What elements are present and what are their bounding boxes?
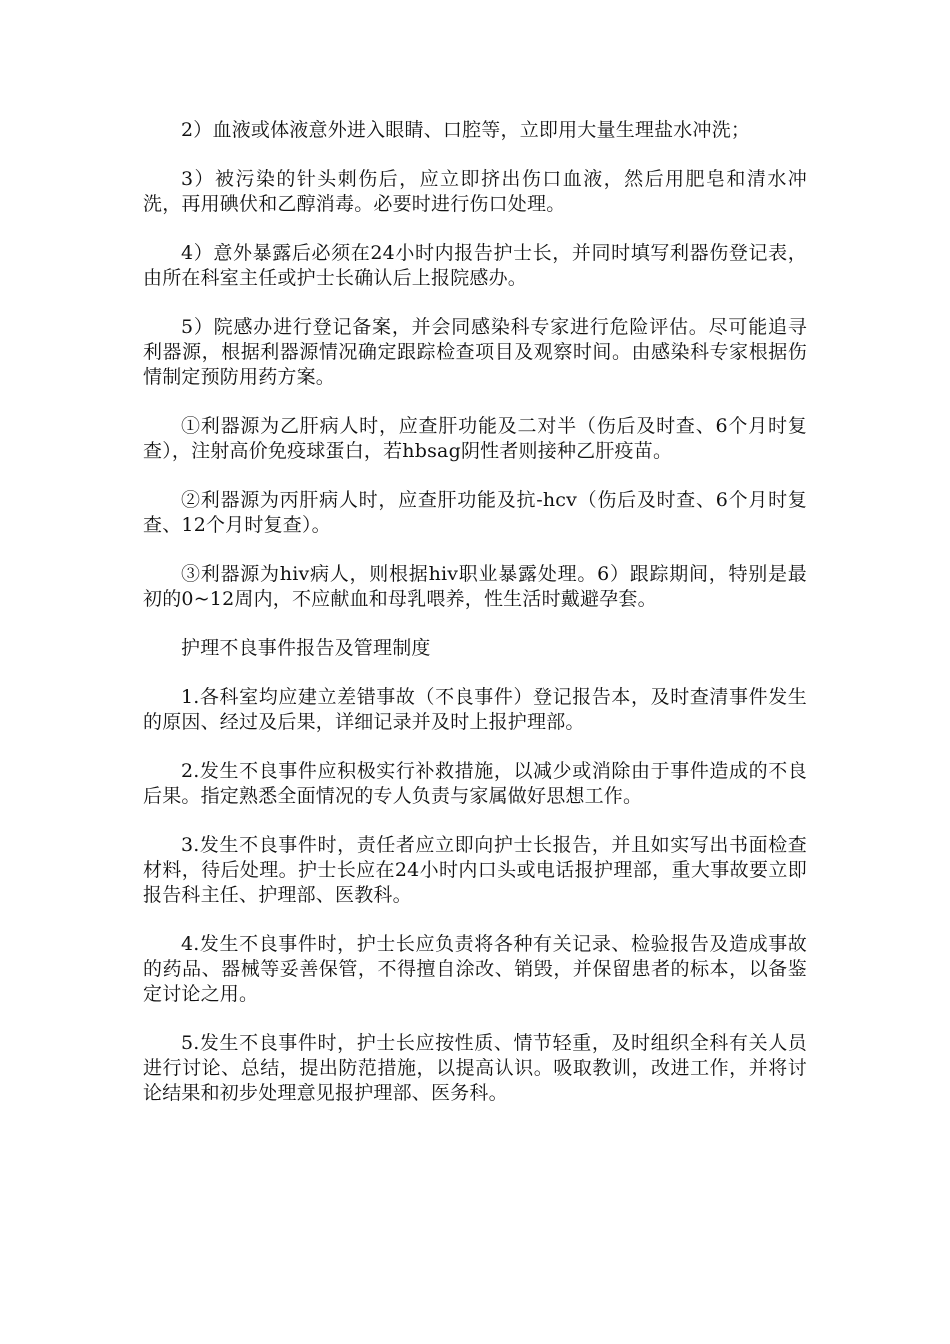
section-item-5: 5.发生不良事件时，护士长应按性质、情节轻重，及时组织全科有关人员进行讨论、总结，提出防范措施，以提高认识。吸取教训，改进工作，并将讨论结果和初步处理意见报护理部、医务科。 bbox=[143, 1032, 807, 1104]
section-item-1: 1.各科室均应建立差错事故（不良事件）登记报告本，及时查清事件发生的原因、经过及后果，详细记录并及时上报护理部。 bbox=[143, 686, 807, 733]
paragraph-hiv-source: ③利器源为hiv病人，则根据hiv职业暴露处理。6）跟踪期间，特别是最初的0~12周内，不应献血和母乳喂养，性生活时戴避孕套。 bbox=[143, 563, 807, 610]
paragraph-report-24h: 4）意外暴露后必须在24小时内报告护士长，并同时填写利器伤登记表，由所在科室主任或护士长确认后上报院感办。 bbox=[143, 242, 807, 289]
section-title: 护理不良事件报告及管理制度 bbox=[181, 637, 431, 659]
paragraph-needle-injury: 3）被污染的针头刺伤后，应立即挤出伤口血液，然后用肥皂和清水冲洗，再用碘伏和乙醇消毒。必要时进行伤口处理。 bbox=[143, 168, 807, 215]
paragraph-hepatitis-b-source: ①利器源为乙肝病人时，应查肝功能及二对半（伤后及时查、6个月时复查），注射高价免疫球蛋白，若hbsag阴性者则接种乙肝疫苗。 bbox=[143, 415, 807, 462]
paragraph-hepatitis-c-source: ②利器源为丙肝病人时，应查肝功能及抗-hcv（伤后及时查、6个月时复查、12个月时复查）。 bbox=[143, 489, 807, 536]
document-body bbox=[143, 118, 807, 1130]
section-item-2: 2.发生不良事件应积极实行补救措施，以减少或消除由于事件造成的不良后果。指定熟悉全面情况的专人负责与家属做好思想工作。 bbox=[143, 760, 807, 807]
section-item-3: 3.发生不良事件时，责任者应立即向护士长报告，并且如实写出书面检查材料，待后处理。护士长应在24小时内口头或电话报护理部，重大事故要立即报告科主任、护理部、医教科。 bbox=[143, 834, 807, 906]
section-item-4: 4.发生不良事件时，护士长应负责将各种有关记录、检验报告及造成事故的药品、器械等妥善保管，不得擅自涂改、销毁，并保留患者的标本，以备鉴定讨论之用。 bbox=[143, 933, 807, 1005]
paragraph-eye-mouth-exposure: 2）血液或体液意外进入眼睛、口腔等，立即用大量生理盐水冲洗； bbox=[181, 119, 751, 141]
paragraph-risk-assessment: 5）院感办进行登记备案，并会同感染科专家进行危险评估。尽可能追寻利器源，根据利器源情况确定跟踪检查项目及观察时间。由感染科专家根据伤情制定预防用药方案。 bbox=[143, 316, 807, 388]
